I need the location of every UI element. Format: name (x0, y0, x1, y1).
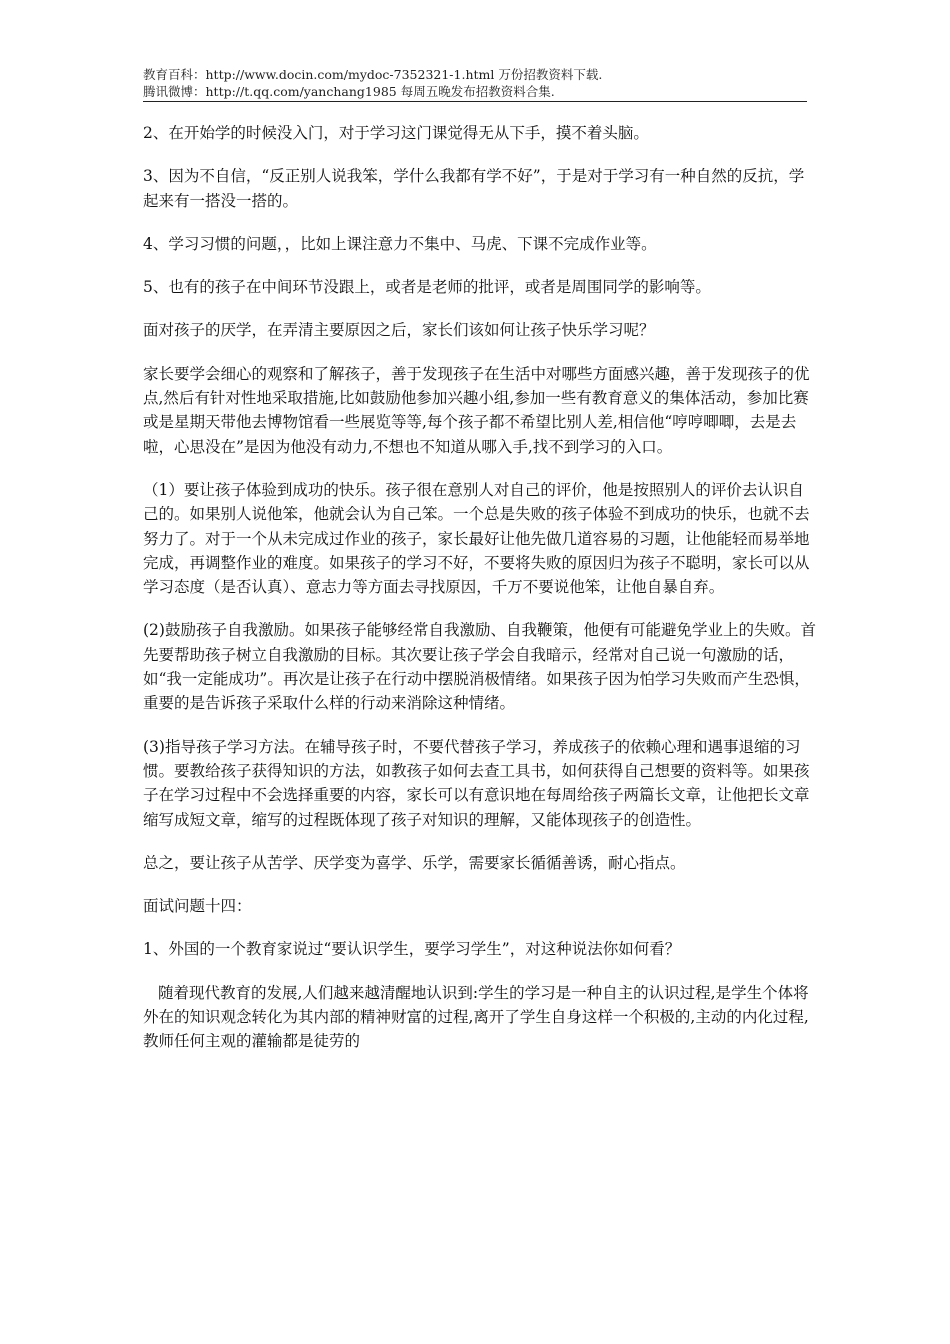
paragraph-reason-5: 5、也有的孩子在中间环节没跟上，或者是老师的批评，或者是周围同学的影响等。 (143, 278, 711, 297)
paragraph-method-2: (2)鼓励孩子自我激励。如果孩子能够经常自我激励、自我鞭策，他便有可能避免学业上的失败。首先要帮助孩子树立自我激励的目标。其次要让孩子学会自我暗示，经常对自己说一句激励的话，如“我一定能成功”。再次是让孩子在行动中摆脱消极情绪。如果孩子因为怕学习失败而产生恐惧，重要的是告诉孩子采取什么样的行动来消除这种情绪。 (143, 621, 816, 713)
paragraph-question: 面对孩子的厌学，在弄清主要原因之后，家长们该如何让孩子快乐学习呢？ (143, 321, 655, 340)
paragraph-reason-3: 3、因为不自信，“反正别人说我笨，学什么我都有学不好”，于是对于学习有一种自然的反抗，学起来有一搭没一搭的。 (143, 167, 805, 210)
paragraph-answer: 随着现代教育的发展,人们越来越清醒地认识到:学生的学习是一种自主的认识过程,是学生个体将外在的知识观念转化为其内部的精神财富的过程,离开了学生自身这样一个积极的,主动的内化过程,教师任何主观的灌输都是徒劳的 (143, 983, 809, 1051)
header-line-docin: 教育百科：http://www.docin.com/mydoc-7352321-1.html 万份招教资料下载. (143, 67, 603, 82)
paragraph-interview-question: 1、外国的一个教育家说过“要认识学生，要学习学生”，对这种说法你如何看？ (143, 940, 681, 959)
paragraph-method-3: (3)指导孩子学习方法。在辅导孩子时，不要代替孩子学习，养成孩子的依赖心理和遇事退缩的习惯。要教给孩子获得知识的方法，如教孩子如何去查工具书，如何获得自己想要的资料等。如果孩子在学习过程中不会选择重要的内容，家长可以有意识地在每周给孩子两篇长文章，让他把长文章缩写成短文章，缩写的过程既体现了孩子对知识的理解，又能体现孩子的创造性。 (143, 737, 810, 829)
page-header (143, 66, 807, 100)
paragraph-reason-2: 2、在开始学的时候没入门，对于学习这门课觉得无从下手，摸不着头脑。 (143, 124, 649, 142)
paragraph-method-1: （1）要让孩子体验到成功的快乐。孩子很在意别人对自己的评价，他是按照别人的评价去认识自己的。如果别人说他笨，他就会认为自己笨。一个总是失败的孩子体验不到成功的快乐，也就不去努力了。对于一个从未完成过作业的孩子，家长最好让他先做几道容易的习题，让他能轻而易举地完成，再调整作业的难度。如果孩子的学习不好，不要将失败的原因归为孩子不聪明，家长可以从学习态度（是否认真）、意志力等方面去寻找原因，千万不要说他笨，让他自暴自弃。 (143, 480, 810, 597)
section-heading-question-14: 面试问题十四： (143, 897, 252, 916)
header-line-weibo: 腾讯微博：http://t.qq.com/yanchang1985 每周五晚发布招教资料合集. (143, 84, 555, 99)
paragraph-reason-4: 4、学习习惯的问题，，比如上课注意力不集中、马虎、下课不完成作业等。 (143, 234, 657, 253)
header-divider (143, 101, 807, 102)
paragraph-summary: 总之，要让孩子从苦学、厌学变为喜学、乐学，需要家长循循善诱，耐心指点。 (143, 853, 686, 872)
paragraph-parent-advice: 家长要学会细心的观察和了解孩子，善于发现孩子在生活中对哪些方面感兴趣，善于发现孩子的优点,然后有针对性地采取措施,比如鼓励他参加兴趣小组,参加一些有教育意义的集体活动，参加比赛或是星期天带他去博物馆看一些展览等等,每个孩子都不希望比别人差,相信他“哼哼唧唧，去是去啦，心思没在”是因为他没有动力,不想也不知道从哪入手,找不到学习的入口。 (143, 364, 810, 456)
document-body (143, 121, 819, 1073)
